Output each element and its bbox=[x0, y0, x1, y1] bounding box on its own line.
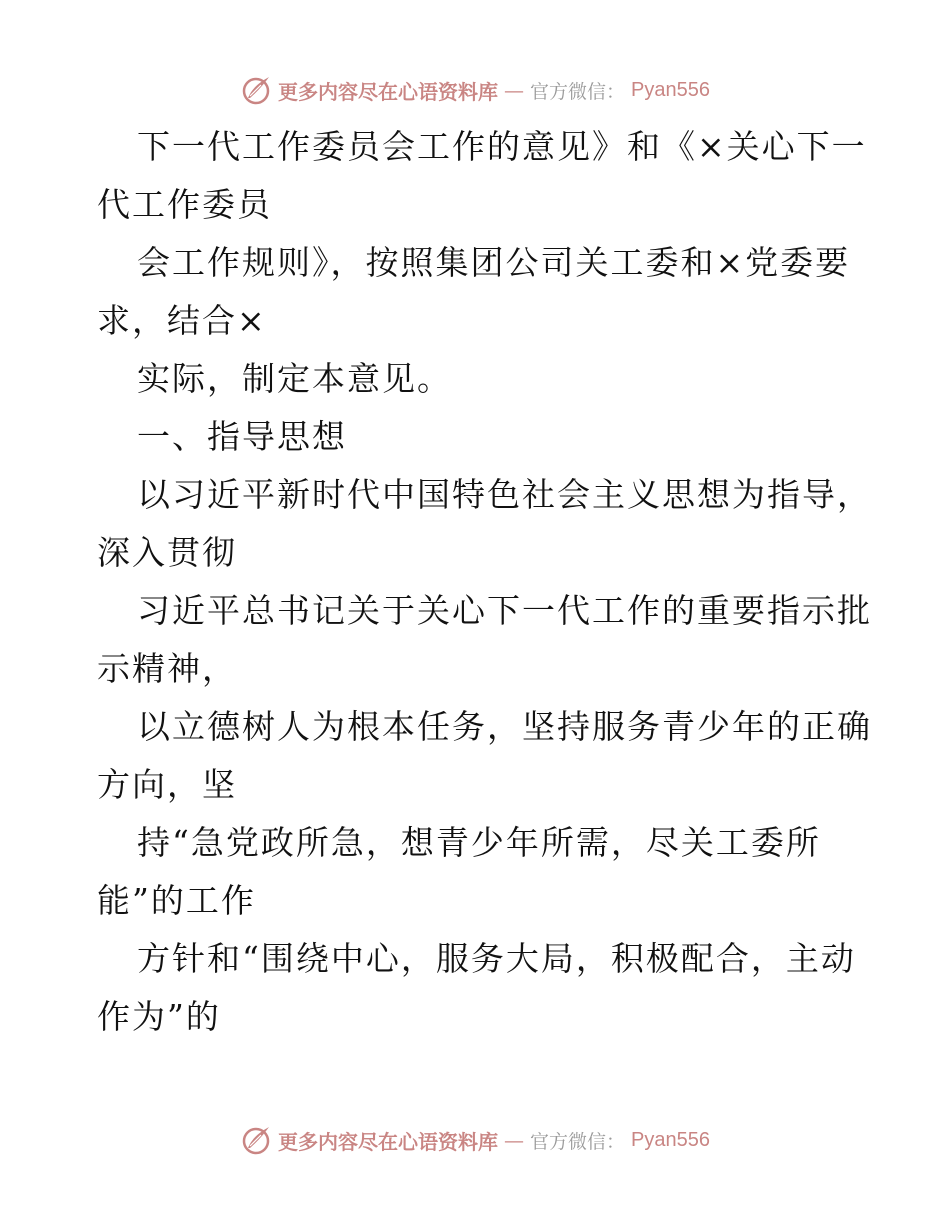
feather-pen-logo-icon bbox=[240, 1124, 272, 1156]
watermark-wechat-id: Pyan556 bbox=[631, 78, 710, 101]
text-line-3: 会工作规则》，按照集团公司关工委和×党委要 bbox=[137, 243, 851, 282]
watermark-wechat-id: Pyan556 bbox=[631, 1128, 710, 1151]
feather-pen-logo-icon bbox=[240, 74, 272, 106]
watermark-dash: — bbox=[504, 1128, 524, 1152]
watermark-group bbox=[240, 74, 710, 106]
text-line-9: 习近平总书记关于关心下一代工作的重要指示批 bbox=[137, 591, 872, 630]
document-body bbox=[97, 118, 872, 1046]
watermark-title: 更多内容尽在心语资料库 bbox=[278, 79, 498, 104]
watermark-official-label: 官方微信： bbox=[530, 1130, 626, 1153]
text-line-15: 方针和“围绕中心，服务大局，积极配合，主动 bbox=[137, 939, 856, 978]
text-line-2: 代工作委员 bbox=[97, 185, 272, 224]
text-line-4: 求，结合× bbox=[97, 301, 267, 340]
text-line-7: 以习近平新时代中国特色社会主义思想为指导， bbox=[137, 475, 872, 514]
text-line-16: 作为”的 bbox=[97, 997, 221, 1036]
text-line-1: 下一代工作委员会工作的意见》和《×关心下一 bbox=[137, 127, 867, 166]
watermark-dash: — bbox=[504, 78, 524, 102]
text-line-13: 持“急党政所急，想青少年所需，尽关工委所 bbox=[137, 823, 821, 862]
text-line-11: 以立德树人为根本任务，坚持服务青少年的正确 bbox=[137, 707, 872, 746]
text-line-10: 示精神， bbox=[97, 649, 237, 688]
text-line-14: 能”的工作 bbox=[97, 881, 256, 920]
watermark-group bbox=[240, 1124, 710, 1156]
footer-watermark bbox=[0, 1120, 950, 1160]
text-line-8: 深入贯彻 bbox=[97, 533, 237, 572]
text-line-5: 实际，制定本意见。 bbox=[137, 359, 452, 398]
header-watermark bbox=[0, 70, 950, 110]
watermark-title: 更多内容尽在心语资料库 bbox=[278, 1129, 498, 1154]
section-heading: 一、指导思想 bbox=[137, 417, 347, 456]
text-line-12: 方向，坚 bbox=[97, 765, 237, 804]
watermark-official-label: 官方微信： bbox=[530, 80, 626, 103]
